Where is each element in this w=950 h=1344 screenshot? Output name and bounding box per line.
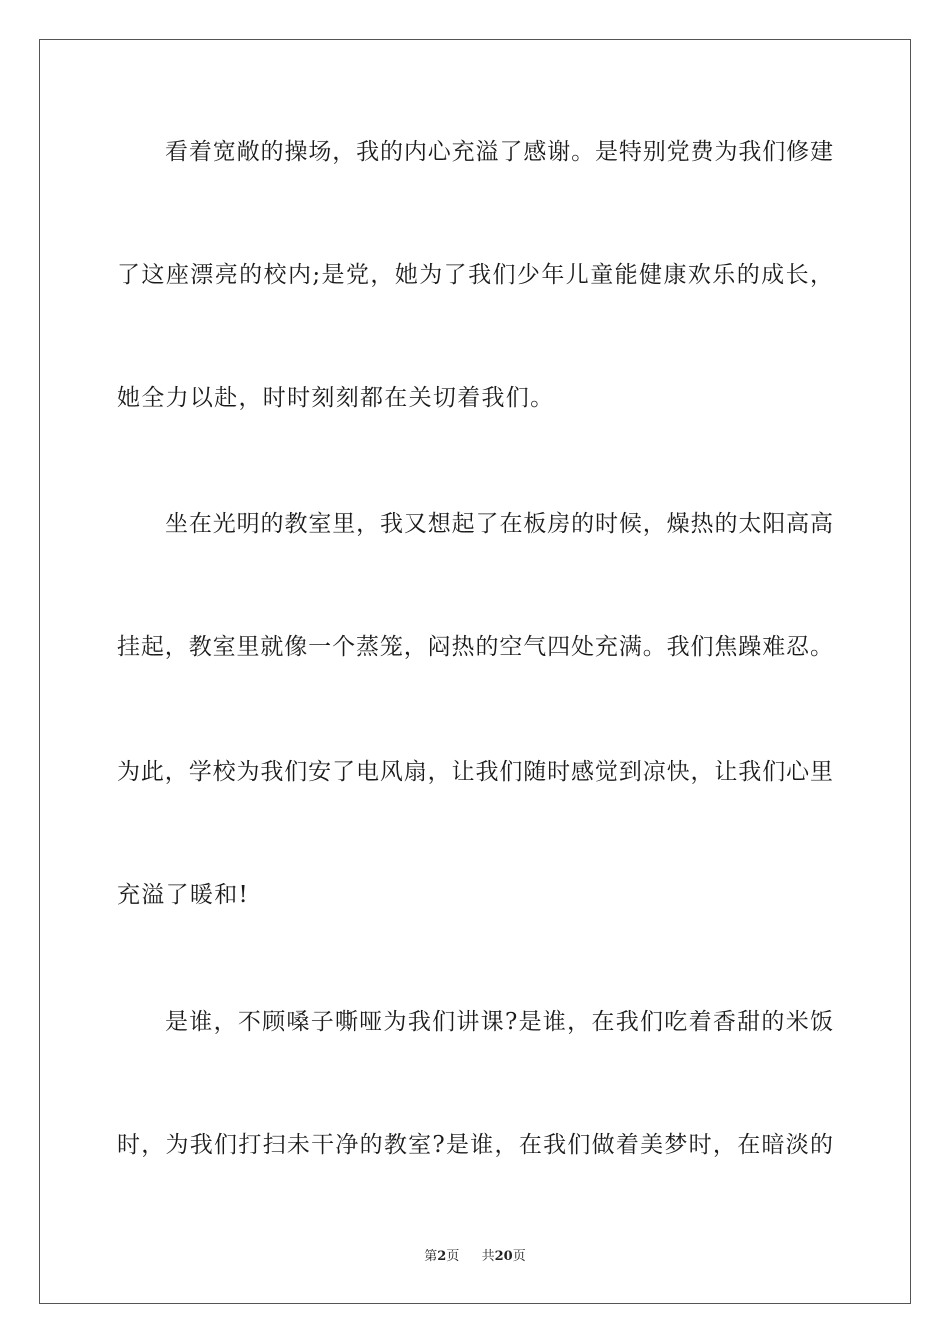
page-border [39,39,911,1304]
text-line: 挂起，教室里就像一个蒸笼，闷热的空气四处充满。我们焦躁难忍。 [117,634,833,660]
text-line: 看着宽敞的操场，我的内心充溢了感谢。是特别党费为我们修建 [165,139,833,165]
total-pages-label: 共20页 [481,1249,526,1264]
text-line: 了这座漂亮的校内;是党，她为了我们少年儿童能健康欢乐的成长， [117,262,833,288]
text-line: 坐在光明的教室里，我又想起了在板房的时候，燥热的太阳高高 [165,511,833,537]
text-line: 时，为我们打扫未干净的教室?是谁，在我们做着美梦时，在暗淡的 [117,1132,833,1158]
text-line: 她全力以赴，时时刻刻都在关切着我们。 [117,385,555,411]
text-line: 充溢了暖和! [117,882,250,908]
text-line: 为此，学校为我们安了电风扇，让我们随时感觉到凉快，让我们心里 [117,759,833,785]
page-number-label: 第2页 [424,1249,460,1264]
page-footer [0,1248,950,1266]
text-line: 是谁，不顾嗓子嘶哑为我们讲课?是谁，在我们吃着香甜的米饭 [165,1009,833,1035]
